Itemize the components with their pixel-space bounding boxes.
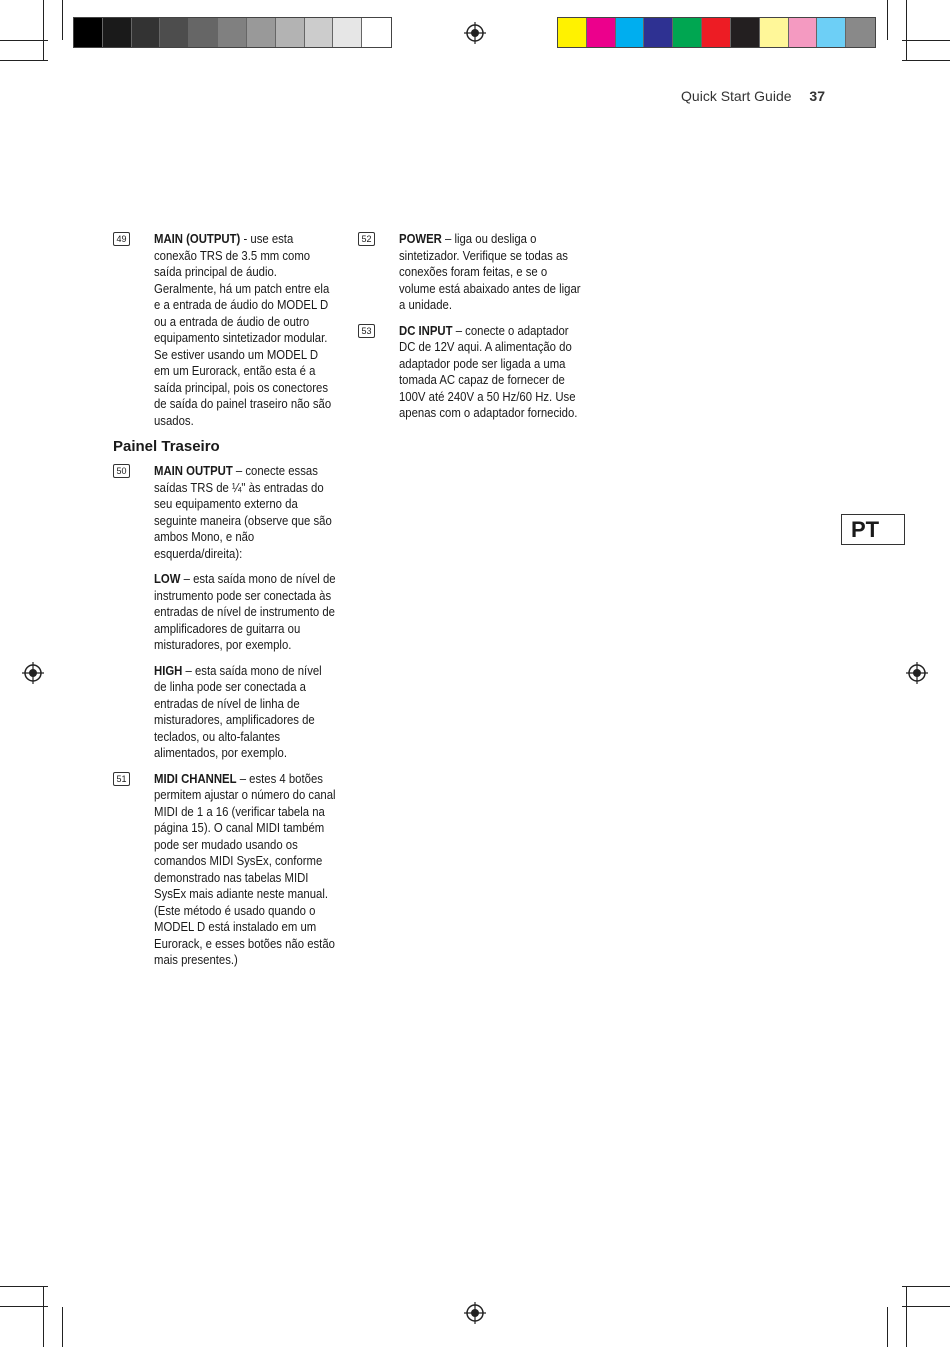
color-swatch bbox=[587, 18, 616, 47]
language-tab: PT bbox=[841, 514, 905, 545]
item-term: MIDI CHANNEL bbox=[154, 770, 237, 786]
color-swatch bbox=[846, 18, 875, 47]
item-number-badge: 51 bbox=[113, 772, 130, 786]
item-description: – esta saída mono de nível de linha pode ser conectada a entradas de nível de linha de misturadores, amplificadores de teclados, ou alto-falantes alimentados, por exemplo. bbox=[154, 662, 322, 760]
crop-mark bbox=[0, 40, 48, 41]
list-item bbox=[358, 323, 588, 422]
item-number-badge: 52 bbox=[358, 232, 375, 246]
item-description: – conecte o adaptador DC de 12V aqui. A alimentação do adaptador pode ser ligada a uma tomada AC capaz de fornecer de 100V até 240V a 50 Hz/60 Hz. Use apenas com o adaptador fornecido. bbox=[399, 322, 578, 420]
color-swatch bbox=[702, 18, 731, 47]
crop-mark bbox=[0, 1306, 48, 1307]
color-swatch bbox=[760, 18, 789, 47]
item-description: – liga ou desliga o sintetizador. Verifique se todas as conexões foram feitas, e se o volume está abaixado antes de ligar a unidade. bbox=[399, 231, 581, 312]
item-term: HIGH bbox=[154, 662, 183, 678]
color-swatch bbox=[558, 18, 587, 47]
color-swatch bbox=[362, 18, 391, 47]
crop-mark bbox=[902, 40, 950, 41]
crop-mark bbox=[887, 1307, 888, 1347]
item-term: MAIN OUTPUT bbox=[154, 463, 233, 478]
crop-mark bbox=[906, 0, 907, 60]
item-term: DC INPUT bbox=[399, 322, 453, 338]
list-item bbox=[113, 463, 343, 562]
guide-title: Quick Start Guide bbox=[681, 88, 792, 104]
item-description: – estes 4 botões permitem ajustar o número do canal MIDI de 1 a 16 (verificar tabela na página 15). O canal MIDI também pode ser mudado usando os comandos MIDI SysEx, conforme demonstrado nas tabelas MIDI SysEx mais adiante neste manual. (Este método é usado quando o MODEL D está instalado em um Eurorack, e esses botões não estão mais presentes.) bbox=[154, 770, 336, 967]
color-swatch bbox=[305, 18, 334, 47]
crop-mark bbox=[887, 0, 888, 40]
crop-mark bbox=[902, 1306, 950, 1307]
registration-mark-icon bbox=[906, 662, 928, 684]
item-description: – conecte essas saídas TRS de ¼" às entradas do seu equipamento externo da seguinte maneira (observe que são ambos Mono, e não esquerda/direita): bbox=[154, 463, 332, 561]
registration-mark-icon bbox=[22, 662, 44, 684]
item-text bbox=[154, 463, 336, 562]
crop-mark bbox=[0, 1286, 48, 1287]
crop-mark bbox=[906, 1287, 907, 1347]
crop-mark bbox=[0, 60, 48, 61]
item-description: – esta saída mono de nível de instrumento pode ser conectada às entradas de nível de instrumento de amplificadores de guitarra ou misturadores, por exemplo. bbox=[154, 571, 336, 652]
process-color-bar bbox=[557, 17, 876, 48]
crop-mark bbox=[62, 1307, 63, 1347]
item-term: MAIN (OUTPUT) bbox=[154, 231, 241, 246]
sub-item-text bbox=[154, 571, 336, 654]
item-number-badge: 49 bbox=[113, 232, 130, 246]
registration-mark-icon bbox=[464, 1302, 486, 1324]
color-swatch bbox=[789, 18, 818, 47]
grayscale-color-bar bbox=[73, 17, 392, 48]
color-swatch bbox=[218, 18, 247, 47]
color-swatch bbox=[817, 18, 846, 47]
color-swatch bbox=[333, 18, 362, 47]
sub-item bbox=[113, 663, 343, 762]
registration-mark-icon bbox=[464, 22, 486, 44]
color-swatch bbox=[276, 18, 305, 47]
crop-mark bbox=[43, 0, 44, 60]
section-heading: Painel Traseiro bbox=[113, 438, 220, 455]
item-text bbox=[399, 231, 581, 314]
page-number: 37 bbox=[809, 88, 825, 104]
color-swatch bbox=[74, 18, 103, 47]
item-term: LOW bbox=[154, 571, 181, 586]
item-number-badge: 53 bbox=[358, 324, 375, 338]
crop-mark bbox=[902, 60, 950, 61]
right-column bbox=[358, 231, 588, 431]
item-text bbox=[154, 771, 336, 969]
sub-item-text bbox=[154, 663, 336, 762]
color-swatch bbox=[160, 18, 189, 47]
color-swatch bbox=[644, 18, 673, 47]
color-swatch bbox=[247, 18, 276, 47]
crop-mark bbox=[62, 0, 63, 40]
list-item bbox=[113, 231, 343, 429]
color-swatch bbox=[673, 18, 702, 47]
left-column bbox=[113, 231, 343, 978]
item-number-badge: 50 bbox=[113, 464, 130, 478]
color-swatch bbox=[189, 18, 218, 47]
item-description: - use esta conexão TRS de 3.5 mm como saída principal de áudio. Geralmente, há um patch entre ela e a entrada de áudio do MODEL D ou a entrada de áudio de outro equipamento sintetizador modular. Se estiver usando um MODEL D em um Eurorack, então esta é a saída principal, pois os conectores de saída do painel traseiro não são usados. bbox=[154, 231, 332, 428]
color-swatch bbox=[103, 18, 132, 47]
list-item bbox=[358, 231, 588, 314]
item-term: POWER bbox=[399, 231, 442, 246]
item-text bbox=[399, 323, 581, 422]
list-item bbox=[113, 771, 343, 969]
sub-item bbox=[113, 571, 343, 654]
color-swatch bbox=[616, 18, 645, 47]
color-swatch bbox=[132, 18, 161, 47]
page-header bbox=[681, 88, 825, 104]
item-text bbox=[154, 231, 336, 429]
crop-mark bbox=[902, 1286, 950, 1287]
color-swatch bbox=[731, 18, 760, 47]
crop-mark bbox=[43, 1287, 44, 1347]
